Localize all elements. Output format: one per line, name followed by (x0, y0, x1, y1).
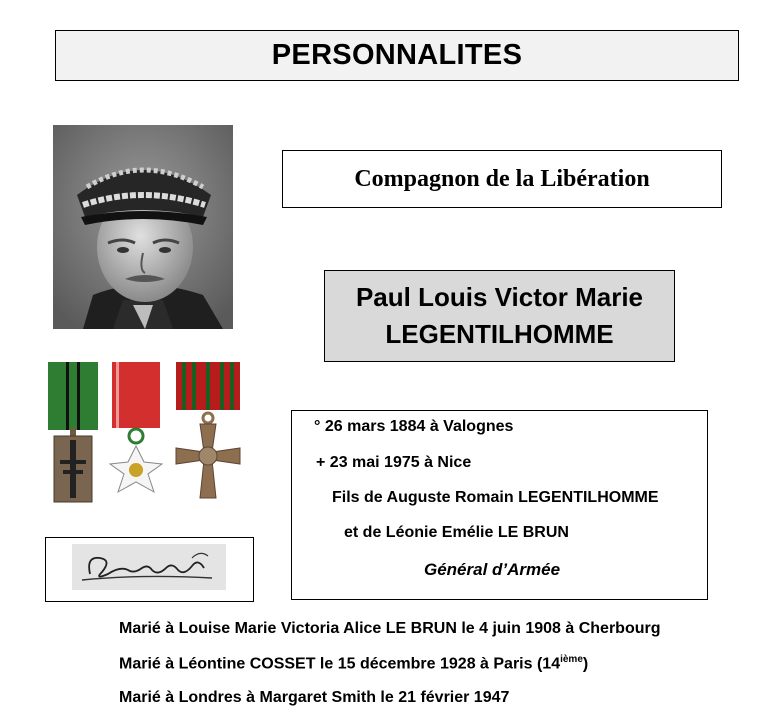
title-box (55, 30, 739, 81)
marriage-2 (119, 654, 588, 673)
signature (72, 544, 226, 590)
marriage-2-text: Marié à Léontine COSSET le 15 décembre 1928 à Paris (14 (119, 655, 561, 673)
marriage-1: Marié à Louise Marie Victoria Alice LE BRUN le 4 juin 1908 à Cherbourg (119, 620, 661, 637)
marriage-2-suffix: ) (582, 655, 589, 673)
first-names: Paul Louis Victor Marie (355, 282, 644, 312)
medals-group (44, 360, 248, 508)
marriage-2-sup: ième (560, 654, 583, 665)
croix-de-guerre-medal-icon (176, 362, 240, 498)
birth-line: ° 26 mars 1884 à Valognes (314, 418, 514, 435)
death-line: + 23 mai 1975 à Nice (316, 454, 472, 471)
father-line: Fils de Auguste Romain LEGENTILHOMME (332, 489, 659, 506)
name-box (324, 270, 675, 362)
legion-honneur-medal-icon (110, 362, 162, 492)
ordre-de-la-liberation-medal-icon (48, 362, 98, 502)
portrait-photo (53, 125, 233, 329)
compagnon-label: Compagnon de la Libération (354, 165, 650, 192)
compagnon-box (282, 150, 722, 208)
rank-line: Général d’Armée (424, 560, 561, 579)
last-name: LEGENTILHOMME (385, 319, 614, 349)
mother-line: et de Léonie Emélie LE BRUN (344, 524, 569, 541)
marriage-3: Marié à Londres à Margaret Smith le 21 février 1947 (119, 689, 510, 706)
page-title: PERSONNALITES (271, 39, 523, 71)
